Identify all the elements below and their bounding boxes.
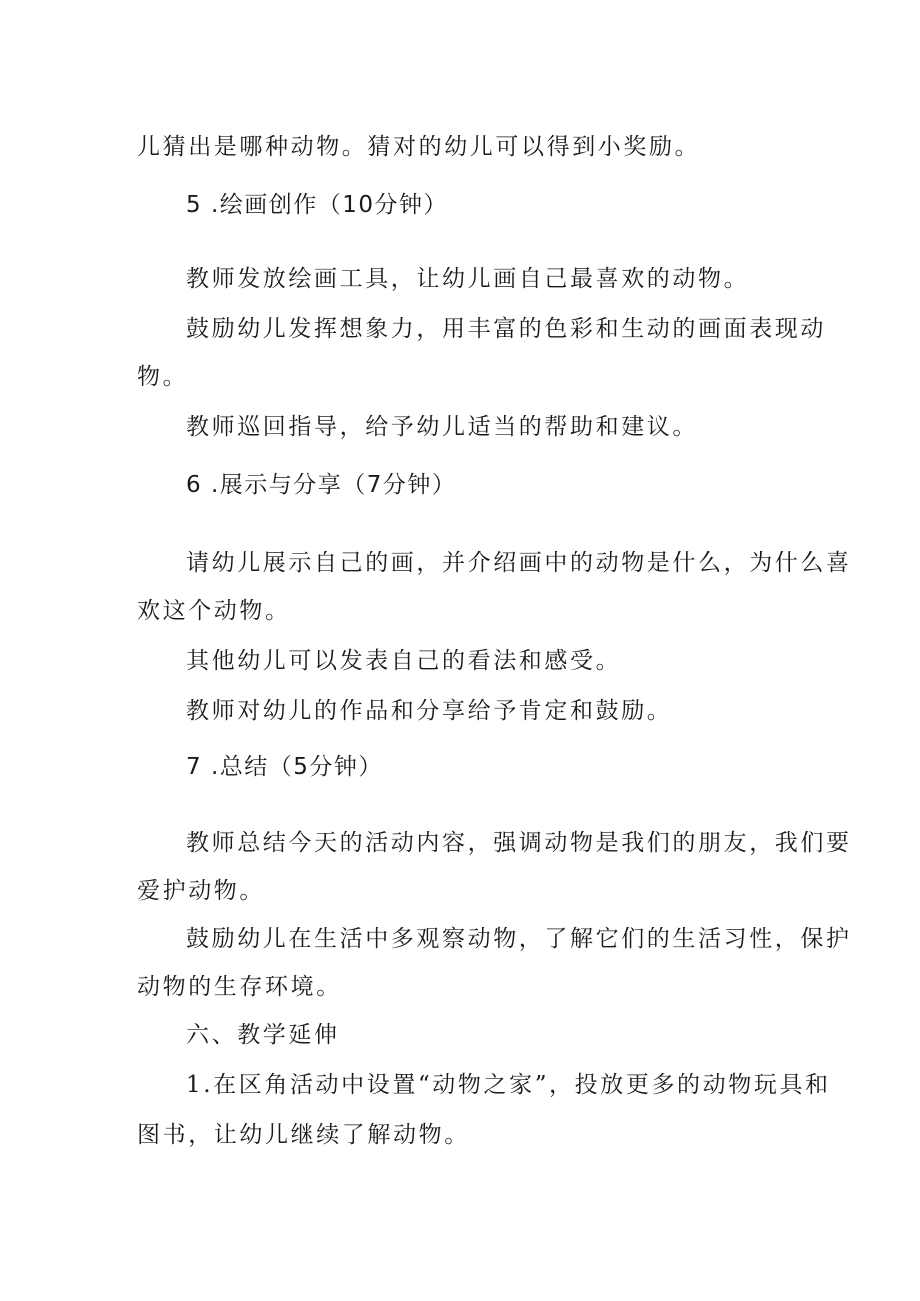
paragraph-line: 鼓励幼儿在生活中多观察动物，了解它们的生活习性，保护 <box>186 926 852 952</box>
paragraph-line: 爱护动物。 <box>137 878 265 904</box>
section-heading-summary: 7 .总结（5分钟） <box>186 754 383 780</box>
paragraph-line: 请幼儿展示自己的画，并介绍画中的动物是什么，为什么喜 <box>186 550 852 576</box>
paragraph-line: 教师总结今天的活动内容，强调动物是我们的朋友，我们要 <box>186 830 852 856</box>
paragraph-line: 教师对幼儿的作品和分享给予肯定和鼓励。 <box>186 698 673 724</box>
paragraph-line: 鼓励幼儿发挥想象力，用丰富的色彩和生动的画面表现动 <box>186 316 826 342</box>
section-heading-extension: 六、教学延伸 <box>186 1022 340 1048</box>
paragraph-line: 1.在区角活动中设置“动物之家”，投放更多的动物玩具和 <box>186 1072 831 1098</box>
section-heading-showcase: 6 .展示与分享（7分钟） <box>186 472 457 498</box>
paragraph-line: 动物的生存环境。 <box>137 974 342 1000</box>
paragraph-line: 图书，让幼儿继续了解动物。 <box>137 1122 470 1148</box>
paragraph-line: 其他幼儿可以发表自己的看法和感受。 <box>186 648 622 674</box>
paragraph-line: 儿猜出是哪种动物。猜对的幼儿可以得到小奖励。 <box>137 134 701 160</box>
paragraph-line: 教师巡回指导，给予幼儿适当的帮助和建议。 <box>186 414 698 440</box>
paragraph-line: 物。 <box>137 364 189 390</box>
section-heading-drawing: 5 .绘画创作（10分钟） <box>186 192 449 218</box>
paragraph-line: 欢这个动物。 <box>137 598 291 624</box>
paragraph-line: 教师发放绘画工具，让幼儿画自己最喜欢的动物。 <box>186 266 750 292</box>
